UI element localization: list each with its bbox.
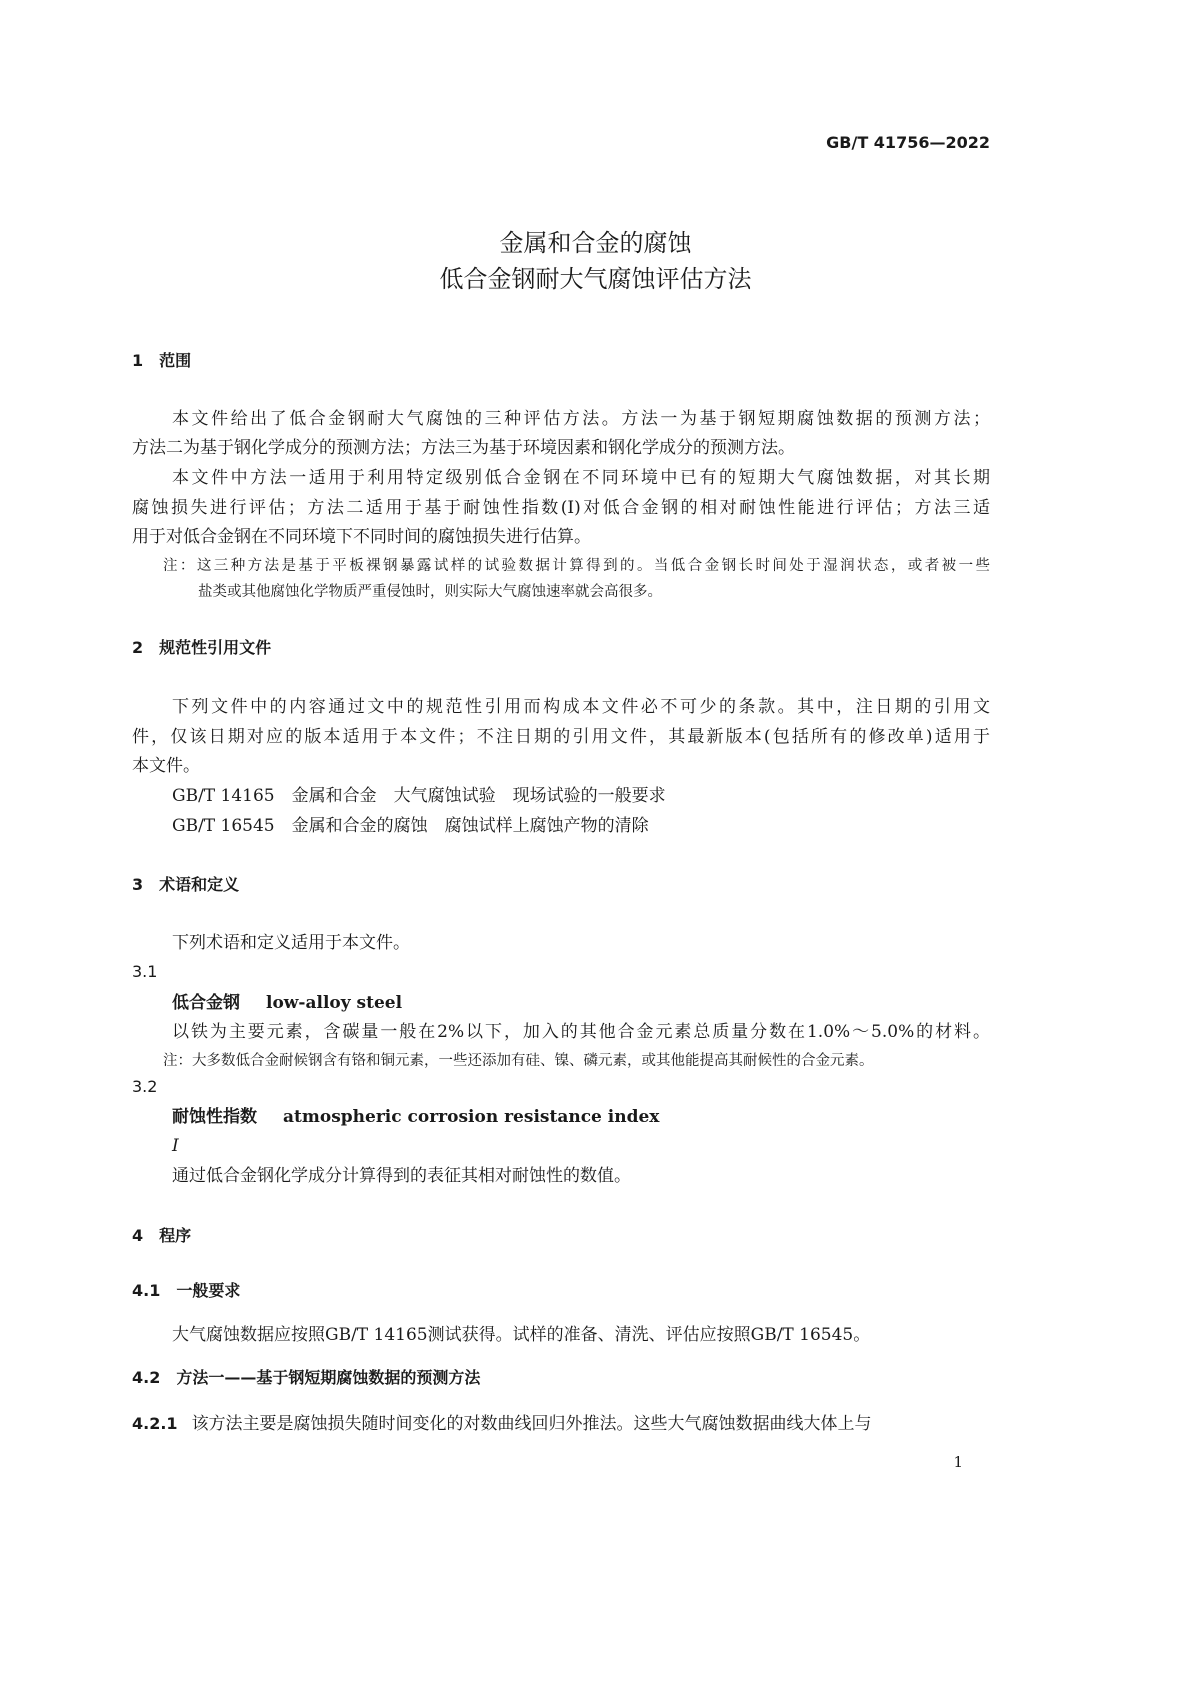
standard-code: GB/T 41756—2022 (826, 133, 990, 152)
paragraph-line: 腐蚀损失进行评估；方法二适用于基于耐蚀性指数(I)对低合金钢的相对耐蚀性能进行评估；方法三适 (132, 498, 990, 518)
paragraph-line: 本文件。 (132, 756, 200, 776)
section-3-heading: 3 术语和定义 (132, 875, 240, 894)
term-heading (172, 992, 402, 1014)
term-cn: 耐蚀性指数 (172, 1107, 257, 1127)
section-4-heading: 4 程序 (132, 1226, 192, 1245)
paragraph-line: 件，仅该日期对应的版本适用于本文件；不注日期的引用文件，其最新版本(包括所有的修改单)适用于 (132, 727, 990, 747)
term-definition: 以铁为主要元素，含碳量一般在2%以下，加入的其他合金元素总质量分数在1.0%～5.0%的材料。 (172, 1022, 990, 1042)
term-en: low-alloy steel (266, 993, 403, 1013)
clause-4-2-1 (132, 1413, 990, 1435)
note: 盐类或其他腐蚀化学物质严重侵蚀时，则实际大气腐蚀速率就会高很多。 (198, 584, 662, 600)
page-number: 1 (953, 1453, 963, 1471)
reference-item: GB/T 16545 金属和合金的腐蚀 腐蚀试样上腐蚀产物的清除 (172, 816, 649, 836)
title-line-2: 低合金钢耐大气腐蚀评估方法 (439, 265, 752, 293)
paragraph-line: 方法二为基于钢化学成分的预测方法；方法三为基于环境因素和钢化学成分的预测方法。 (132, 438, 795, 458)
paragraph-line: 本文件中方法一适用于利用特定级别低合金钢在不同环境中已有的短期大气腐蚀数据，对其长期 (172, 468, 990, 488)
paragraph-line: 本文件给出了低合金钢耐大气腐蚀的三种评估方法。方法一为基于钢短期腐蚀数据的预测方法； (172, 409, 990, 429)
paragraph-line: 用于对低合金钢在不同环境下不同时间的腐蚀损失进行估算。 (132, 527, 591, 547)
note: 注：大多数低合金耐候钢含有铬和铜元素，一些还添加有硅、镍、磷元素，或其他能提高其耐候性的合金元素。 (163, 1053, 874, 1069)
term-en: atmospheric corrosion resistance index (283, 1107, 660, 1127)
section-4-2-heading: 4.2 方法一——基于钢短期腐蚀数据的预测方法 (132, 1368, 481, 1387)
paragraph-line: 下列文件中的内容通过文中的规范性引用而构成本文件必不可少的条款。其中，注日期的引用文 (172, 697, 990, 717)
title-line-1: 金属和合金的腐蚀 (499, 229, 692, 257)
section-1-heading: 1 范围 (132, 351, 192, 370)
section-4-1-heading: 4.1 一般要求 (132, 1281, 241, 1300)
clause-number: 4.2.1 (132, 1414, 178, 1433)
term-definition: 通过低合金钢化学成分计算得到的表征其相对耐蚀性的数值。 (172, 1166, 631, 1186)
paragraph: 下列术语和定义适用于本文件。 (172, 933, 410, 953)
term-symbol: I (172, 1136, 179, 1156)
clause-text: 该方法主要是腐蚀损失随时间变化的对数曲线回归外推法。这些大气腐蚀数据曲线大体上与 (191, 1414, 872, 1434)
term-cn: 低合金钢 (172, 993, 240, 1013)
term-number: 3.2 (132, 1077, 158, 1096)
reference-item: GB/T 14165 金属和合金 大气腐蚀试验 现场试验的一般要求 (172, 786, 666, 806)
section-2-heading: 2 规范性引用文件 (132, 638, 272, 657)
term-number: 3.1 (132, 962, 158, 981)
paragraph: 大气腐蚀数据应按照GB/T 14165测试获得。试样的准备、清洗、评估应按照GB/T 16545。 (172, 1325, 871, 1345)
note: 注：这三种方法是基于平板裸钢暴露试样的试验数据计算得到的。当低合金钢长时间处于湿润状态，或者被一些 (163, 558, 990, 574)
term-heading (172, 1106, 659, 1128)
